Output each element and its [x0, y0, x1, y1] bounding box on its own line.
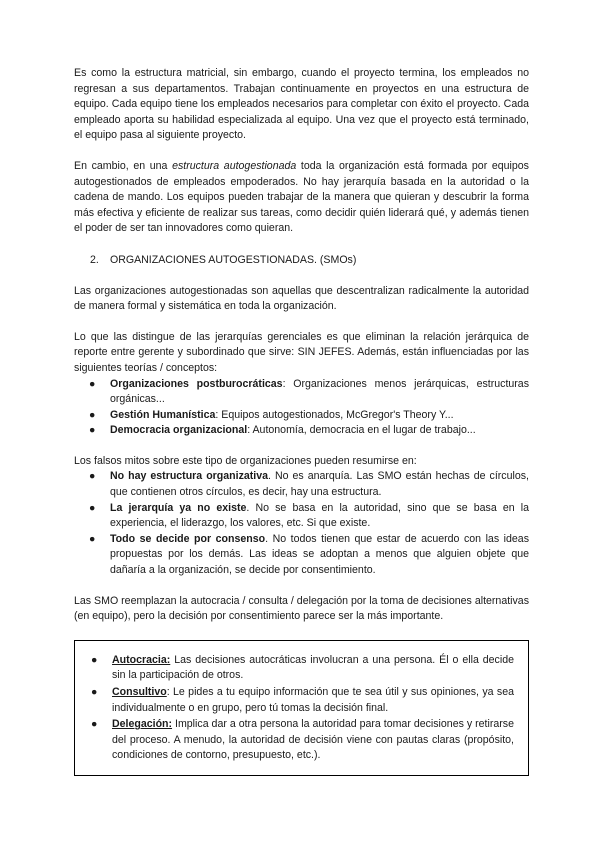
paragraph-text: En cambio, en una — [74, 159, 173, 172]
paragraph-decision-making: Las SMO reemplazan la autocracia / consulta / delegación por la toma de decisiones alternativas (en equipo), pero la decisión por consentimiento parece ser la más importante. — [74, 594, 529, 623]
bullet-icon: ● — [89, 424, 96, 437]
section-heading — [90, 253, 529, 269]
paragraph-matrix-comparison: Es como la estructura matricial, sin embargo, cuando el proyecto termina, los empleados no regresan a sus departamentos. Trabajan continuamente en proyectos en una estructura de equipo. Cada equipo tiene los empleados necesarios para completar con éxito el proyecto. Cada empleado aporta su habilidad especializada al equipo. Una vez que el proyecto está terminado, el equipo pasa al siguiente proyecto. — [74, 67, 529, 142]
list-item-term: Autocracia: — [112, 653, 171, 666]
list-item-term: Democracia organizacional — [110, 424, 248, 437]
bullet-icon: ● — [91, 653, 98, 666]
list-item-term: Todo se decide por consenso — [110, 532, 266, 545]
list-item — [74, 408, 529, 424]
theories-list — [74, 377, 529, 439]
list-item-text: Implica dar a otra persona la autoridad para tomar decisiones y retirarse del proceso. A menudo, la autoridad de decisión viene con pautas claras (propósito, condiciones de contorno, presupuesto, etc.). — [112, 718, 514, 762]
list-item-text: Las decisiones autocráticas involucran a una persona. Él o ella decide sin la participación de otros. — [112, 653, 514, 682]
bullet-icon: ● — [89, 470, 96, 483]
paragraph-definition: Las organizaciones autogestionadas son aquellas que descentralizan radicalmente la autoridad de manera formal y sistemática en toda la organización. — [74, 284, 529, 313]
heading-text: ORGANIZACIONES AUTOGESTIONADAS. (SMOs) — [109, 253, 357, 266]
bullet-icon: ● — [89, 532, 96, 545]
list-item-text: : Autonomía, democracia en el lugar de trabajo... — [247, 424, 476, 437]
list-item — [85, 653, 514, 684]
paragraph-self-managed-structure — [74, 159, 529, 237]
decision-types-box — [74, 640, 529, 776]
list-item — [74, 377, 529, 408]
paragraph-text: toda la organización está formada por equipos autogestionados de empleados empoderados. No hay jerarquía basada en la autoridad o la cadena de mando. Los equipos pueden trabajar de la manera que quieran y descubrir la forma más efectiva y eficiente de realizar sus tareas, como decidir quién liderará qué, y además tienen el poder de ser tan innovadores como quieran. — [74, 159, 529, 235]
list-item-text: : Le pides a tu equipo información que te sea útil y sus opiniones, ya sea individualmente o en grupo, pero tú tomas la decisión final. — [112, 686, 514, 714]
heading-number: 2. — [90, 253, 99, 266]
list-item — [74, 469, 529, 500]
list-item — [85, 685, 514, 716]
myths-list — [74, 469, 529, 578]
list-item — [74, 423, 529, 439]
list-item-text: : Organizaciones menos jerárquicas, estructuras orgánicas... — [110, 377, 529, 406]
list-item-term: Organizaciones postburocráticas — [110, 377, 283, 390]
list-item — [85, 717, 514, 764]
bullet-icon: ● — [89, 408, 96, 421]
list-item-text: : Equipos autogestionados, McGregor's Theory Y... — [215, 408, 454, 421]
bullet-icon: ● — [89, 377, 96, 390]
decision-types-list — [85, 653, 514, 764]
paragraph-myths-intro: Los falsos mitos sobre este tipo de organizaciones pueden resumirse en: — [74, 454, 417, 467]
bullet-icon: ● — [91, 718, 98, 731]
list-item-term: La jerarquía ya no existe — [110, 501, 247, 514]
list-item — [74, 532, 529, 579]
list-item-term: No hay estructura organizativa — [110, 470, 269, 483]
list-item — [74, 501, 529, 532]
list-item-term: Delegación: — [112, 718, 173, 731]
bullet-icon: ● — [91, 686, 98, 698]
list-item-term: Consultivo — [112, 686, 167, 698]
document-content — [74, 66, 529, 776]
italic-term: estructura autogestionada — [172, 159, 297, 172]
list-item-text: . No se basa en la autoridad, sino que se basa en la experiencia, el liderazgo, los valores, etc. Si que existe. — [110, 501, 529, 530]
list-item-term: Gestión Humanística — [110, 408, 216, 421]
paragraph-distinction: Lo que las distingue de las jerarquías gerenciales es que eliminan la relación jerárquica de reporte entre gerente y subordinado que sirve: SIN JEFES. Además, están influenciadas por las siguientes teorías / conceptos: — [74, 330, 529, 374]
list-item-text: . No es anarquía. Las SMO están hechas de círculos, que contienen otros círculos, es decir, hay una estructura. — [110, 470, 529, 499]
list-item-text: . No todos tienen que estar de acuerdo con las ideas propuestas por los demás. Las ideas se adoptan a menos que alguien objete que dañaría a la organización, se decide por consentimiento. — [110, 532, 529, 577]
bullet-icon: ● — [89, 501, 96, 514]
